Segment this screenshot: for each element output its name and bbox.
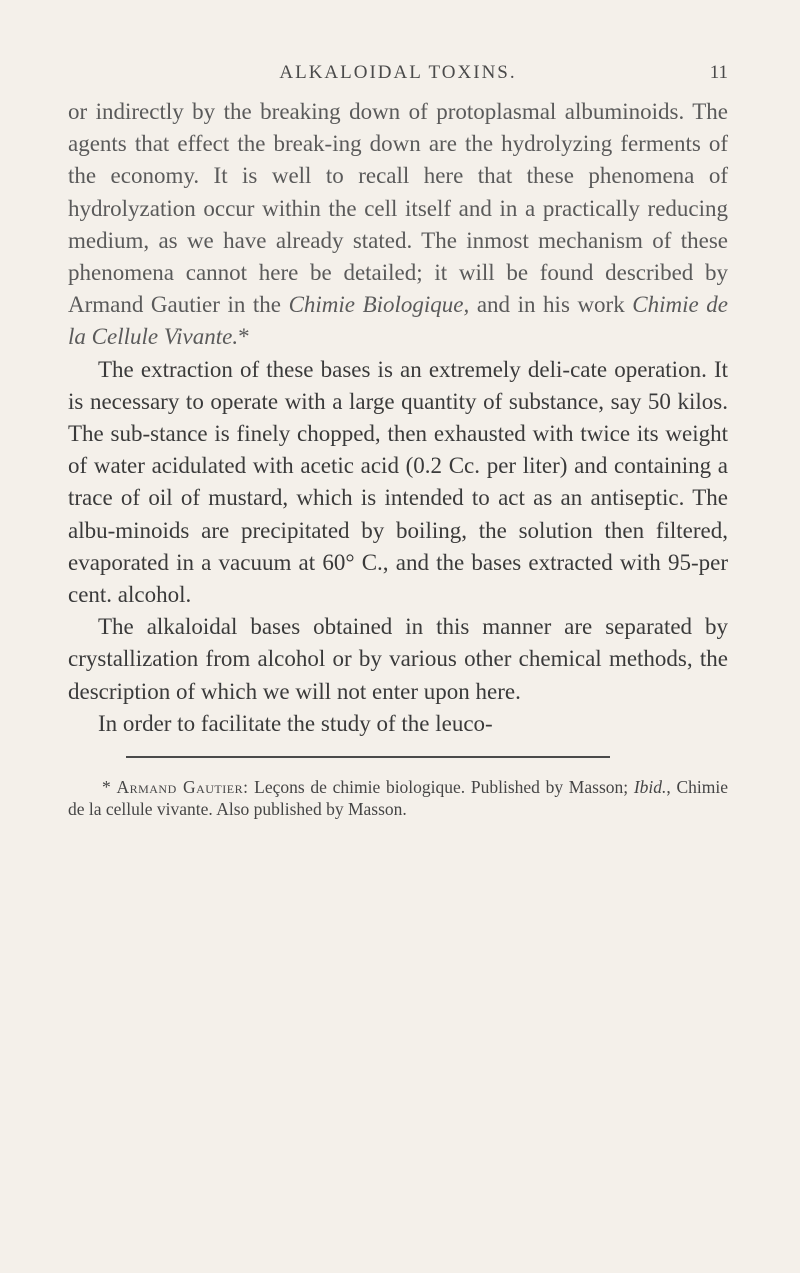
paragraph-4: In order to facilitate the study of the leuco- [98, 710, 493, 736]
footnote-marker: * [102, 777, 117, 798]
footnote-text-a: Leçons de chimie biologique. Published by Masson; [248, 777, 634, 798]
running-head [68, 52, 728, 92]
paragraph-1-text-a: or indirectly by the breaking down of protoplasmal albuminoids. The agents that effect the break-ing down are the hydrolyzing ferments of the economy. It is well to recall here that these phenomena of hydrolyzation occur within the cell itself and in a practically reducing medium, as we have already stated. The inmost mechanism of these phenomena cannot here be detailed; it will be found described by Armand Gautier in the [68, 99, 728, 318]
paragraph-1 [68, 96, 728, 354]
footnote-text-b: , Chimie de la cellule vivante. Also published by Masson. [68, 777, 729, 820]
paragraph-3: The alkaloidal bases obtained in this manner are separated by crystallization from alcohol or by various other chemical methods, the description of which we will not enter upon here. [68, 614, 728, 704]
running-head-title: ALKALOIDAL TOXINS. [279, 62, 517, 83]
book-page [68, 52, 728, 838]
paragraph-1-text-b: and in his work [469, 292, 633, 318]
footnote-divider [126, 756, 610, 758]
paragraph-2: The extraction of these bases is an extremely deli-cate operation. It is necessary to operate with a large quantity of substance, say 50 kilos. The sub-stance is finely chopped, then exhausted with twice its weight of water acidulated with acetic acid (0.2 Cc. per liter) and containing a trace of oil of mustard, which is intended to act as an antiseptic. The albu-minoids are precipitated by boiling, the solution then filtered, evaporated in a vacuum at 60° C., and the bases extracted with 95-per cent. alcohol. [68, 356, 728, 608]
footnote-author: Armand Gautier: [116, 777, 249, 798]
page-number: 11 [709, 62, 728, 83]
footnote [68, 776, 728, 820]
footnote-reference-marker: * [238, 324, 250, 350]
title-chimie-biologique: Chimie Biologique, [288, 292, 470, 318]
footnote-ibid: Ibid. [633, 777, 667, 798]
body-text [68, 96, 728, 740]
title-chimie-de-la-cellule-vivante: Chimie de la Cellule Vivante. [68, 292, 728, 350]
